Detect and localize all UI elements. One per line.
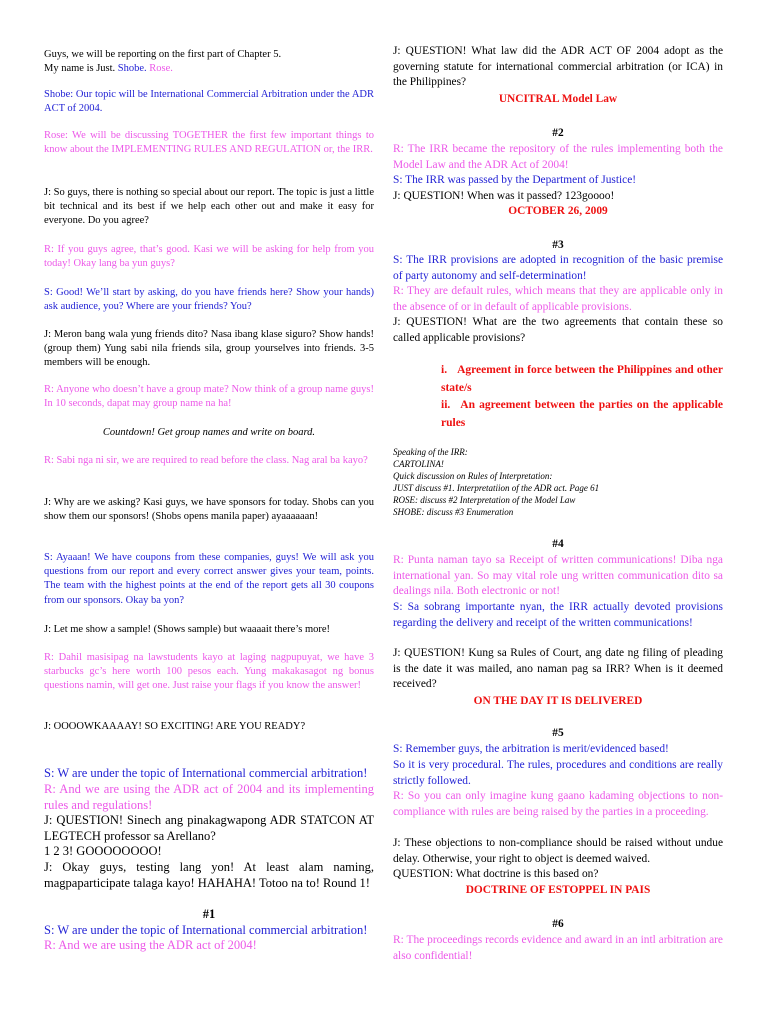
rose-using-1: R: And we are using the ADR act of 2004 and its implementing rules and regulations!: [44, 782, 374, 812]
shobe-topic-paragraph: Shobe: Our topic will be International Commercial Arbitration under the ADR ACT of 2004.: [44, 89, 374, 115]
just-question-law: J: QUESTION! What law did the ADR ACT OF 2004 adopt as the governing statute for international commercial arbitration (or ICA) in the Philippines?: [393, 45, 723, 88]
intro-line-1: Guys, we will be reporting on the first part of Chapter 5.: [44, 49, 282, 60]
just-when-passed: J: QUESTION! When was it passed? 123goooo!: [393, 190, 615, 202]
countdown-note: Countdown! Get group names and write on board.: [102, 427, 316, 438]
just-objections-paragraph: J: These objections to non-compliance should be raised without undue delay. Otherwise, your right to object is deemed waived.: [393, 837, 723, 865]
just-sinech-paragraph: J: QUESTION! Sinech ang pinakagwapong ADR STATCON AT LEGTECH professor sa Arellano?: [44, 813, 374, 843]
list-marker-ii: ii.: [441, 399, 451, 411]
rose-anyone-paragraph: R: Anyone who doesn’t have a group mate? Now think of a group name guys! In 10 seconds, dapat may group name na ha!: [44, 384, 374, 410]
note-speaking: Speaking of the IRR:: [393, 447, 468, 457]
shobe-procedural-paragraph: So it is very procedural. The rules, procedures and conditions are really strictly followed.: [393, 759, 723, 787]
list-text-ii: An agreement between the parties on the applicable rules: [441, 399, 723, 429]
note-shobe: SHOBE: discuss #3 Enumeration: [393, 507, 514, 517]
rose-imagine-paragraph: R: So you can only imagine kung gaano kadaming objections to non-compliance with rules are being raised by the parties in a proceeding.: [393, 790, 723, 818]
section-heading-2: #2: [552, 127, 564, 139]
rose-sabi-paragraph: R: Sabi nga ni sir, we are required to read before the class. Nag aral ba kayo?: [44, 455, 368, 466]
rose-irr-paragraph: Rose: We will be discussing TOGETHER the first few important things to know about the IMPLEMENTING RULES AND REGULATION or, the IRR.: [44, 130, 374, 156]
intro-line-2: [44, 62, 374, 76]
shobe-topic-1: S: W are under the topic of International commercial arbitration!: [44, 766, 368, 780]
just-so-guys-paragraph: J: So guys, there is nothing so special about our report. The topic is just a little bit technical and its best if we help each other out and make it easy for everyone. Do you agree?: [44, 187, 374, 227]
note-rose: ROSE: discuss #2 Interpretation of the Model Law: [393, 495, 576, 505]
section-heading-5: #5: [552, 727, 564, 739]
just-sample-paragraph: J: Let me show a sample! (Shows sample) but waaaait there’s more!: [44, 624, 331, 635]
just-two-agreements: J: QUESTION! What are the two agreements that contain these so called applicable provisions?: [393, 316, 723, 344]
rose-default-rules: R: They are default rules, which means that they are applicable only in the absence of or in default of applicable provisions.: [393, 285, 723, 313]
shobe-remember-paragraph: S: Remember guys, the arbitration is merit/evidenced based!: [393, 743, 669, 755]
section-heading-4: #4: [552, 538, 564, 550]
question-doctrine: QUESTION: What doctrine is this based on?: [393, 868, 599, 880]
shobe-sobrang-paragraph: S: Sa sobrang importante nyan, the IRR actually devoted provisions regarding the delivery and receipt of the written communications!: [393, 601, 723, 629]
rose-agree-paragraph: R: If you guys agree, that’s good. Kasi we will be asking for help from you today! Okay lang ba yun guys?: [44, 244, 374, 270]
answer-uncitral: UNCITRAL Model Law: [498, 93, 618, 105]
shobe-good-paragraph: S: Good! We’ll start by asking, do you have friends here? Show your hands) ask audience, you? Where are your friends? You?: [44, 287, 374, 313]
answer-delivered: ON THE DAY IT IS DELIVERED: [473, 695, 643, 707]
section-heading-6: #6: [552, 918, 564, 930]
list-marker-i: i.: [441, 364, 448, 376]
just-meron-paragraph: J: Meron bang wala yung friends dito? Nasa ibang klase siguro? Show hands! (group them) Yung sabi nila friends sila, group yourselves into friends. 3-5 members will be enough.: [44, 329, 374, 369]
rose-proceedings-paragraph: R: The proceedings records evidence and award in an intl arbitration are also confidential!: [393, 934, 723, 962]
note-quick-discussion: Quick discussion on Rules of Interpretation:: [393, 471, 553, 481]
rose-dahil-paragraph: R: Dahil masisipag na lawstudents kayo at laging nagpupuyat, we have 3 starbucks gc’s here worth 100 pesos each. Yung makakasagot ng bonus questions namin, will get one. Just raise your flags if you know the answer!: [44, 652, 374, 692]
rose-punta-paragraph: R: Punta naman tayo sa Receipt of written communications! Diba nga international yan. So may vital role ung written communication dito sa dealings nila. Both electronic or not!: [393, 554, 723, 597]
intro-rose: Rose.: [149, 63, 173, 74]
list-text-i: Agreement in force between the Philippines and other state/s: [441, 364, 723, 394]
rose-using-2: R: And we are using the ADR act of 2004!: [44, 938, 257, 952]
just-okay-paragraph: J: Okay guys, testing lang yon! At least alam naming, magpaparticipate talaga kayo! HAHAHA! Totoo na to! Round 1!: [44, 860, 374, 890]
shobe-topic-2: S: W are under the topic of International commercial arbitration!: [44, 923, 368, 937]
list-item-i: [441, 362, 723, 397]
shobe-ayaaan-paragraph: S: Ayaaan! We have coupons from these companies, guys! We will ask you questions from our report and every correct answer gives your team, points. The team with the highest points at the end of the report gets all 30 coupons from our sponsors. Okay ba yon?: [44, 552, 374, 606]
intro-shobe: Shobe.: [117, 63, 147, 74]
note-just: JUST discuss #1. Interpretatiion of the ADR act. Page 61: [393, 483, 600, 493]
shobe-irr-provisions: S: The IRR provisions are adopted in recognition of the basic premise of party autonomy and self-determination!: [393, 254, 723, 282]
just-why-paragraph: J: Why are we asking? Kasi guys, we have sponsors for today. Shobs can you show them our sponsors! (Shobs opens manila paper) ayaaaaaan!: [44, 497, 374, 523]
intro-just: My name is Just.: [44, 63, 116, 74]
list-item-ii: [441, 397, 723, 432]
answer-october: OCTOBER 26, 2009: [508, 205, 608, 217]
section-heading-1: #1: [202, 907, 216, 921]
rose-irr-repository: R: The IRR became the repository of the rules implementing both the Model Law and the ADR Act of 2004!: [393, 143, 723, 171]
one-two-three-line: 1 2 3! GOOOOOOOO!: [44, 844, 162, 858]
note-cartolina: CARTOLINA!: [393, 459, 444, 469]
shobe-irr-passed: S: The IRR was passed by the Department of Justice!: [393, 174, 637, 186]
section-heading-3: #3: [552, 239, 564, 251]
just-kung-paragraph: J: QUESTION! Kung sa Rules of Court, ang date ng filing of pleading is the date it was mailed, ano naman pag sa IRR? When is it deemed received?: [393, 647, 723, 690]
answer-estoppel: DOCTRINE OF ESTOPPEL IN PAIS: [465, 884, 651, 896]
just-ooow-paragraph: J: OOOOWKAAAAY! SO EXCITING! ARE YOU READY?: [44, 721, 306, 732]
